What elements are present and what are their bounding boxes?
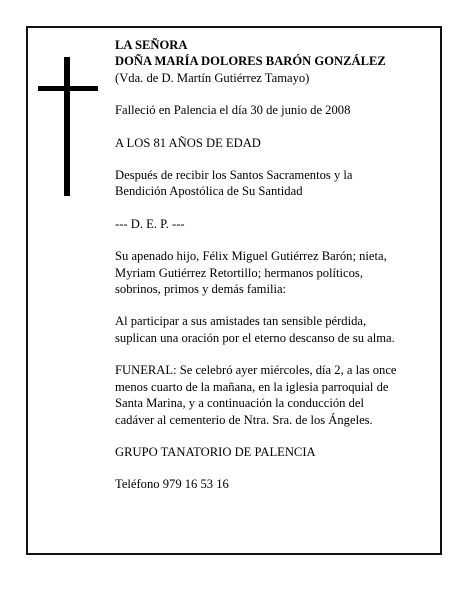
sacraments-line-2: Bendición Apostólica de Su Santidad: [115, 184, 303, 199]
funeral-line-1: FUNERAL: Se celebró ayer miércoles, día 2, a las once: [115, 363, 397, 378]
obituary-text: [115, 37, 425, 493]
family-line-1: Su apenado hijo, Félix Miguel Gutiérrez Barón; nieta,: [115, 249, 387, 264]
death-line: Falleció en Palencia el día 30 de junio de 2008: [115, 103, 351, 118]
request-line-1: Al participar a sus amistades tan sensible pérdida,: [115, 314, 367, 329]
widow-line: (Vda. de D. Martín Gutiérrez Tamayo): [115, 70, 310, 85]
sacraments-line-1: Después de recibir los Santos Sacramentos y la: [115, 168, 353, 183]
funeral-line-4: cadáver al cementerio de Ntra. Sra. de los Ángeles.: [115, 412, 373, 427]
request-line-2: suplican una oración por el eterno descanso de su alma.: [115, 330, 395, 345]
title-line-1: LA SEÑORA: [115, 38, 188, 52]
family-line-2: Myriam Gutiérrez Retortillo; hermanos políticos,: [115, 265, 363, 280]
phone-line: Teléfono 979 16 53 16: [115, 477, 229, 492]
family-line-3: sobrinos, primos y demás familia:: [115, 282, 287, 297]
cross-vertical-bar: [64, 57, 70, 196]
age-line: A LOS 81 AÑOS DE EDAD: [115, 135, 261, 150]
cross-horizontal-bar: [38, 86, 98, 91]
rip-line: --- D. E. P. ---: [115, 216, 185, 231]
deceased-name: DOÑA MARÍA DOLORES BARÓN GONZÁLEZ: [115, 54, 386, 69]
company-line: GRUPO TANATORIO DE PALENCIA: [115, 444, 316, 459]
funeral-line-3: Santa Marina, y a continuación la conducción del: [115, 396, 364, 411]
funeral-line-2: menos cuarto de la mañana, en la iglesia parroquial de: [115, 379, 389, 394]
